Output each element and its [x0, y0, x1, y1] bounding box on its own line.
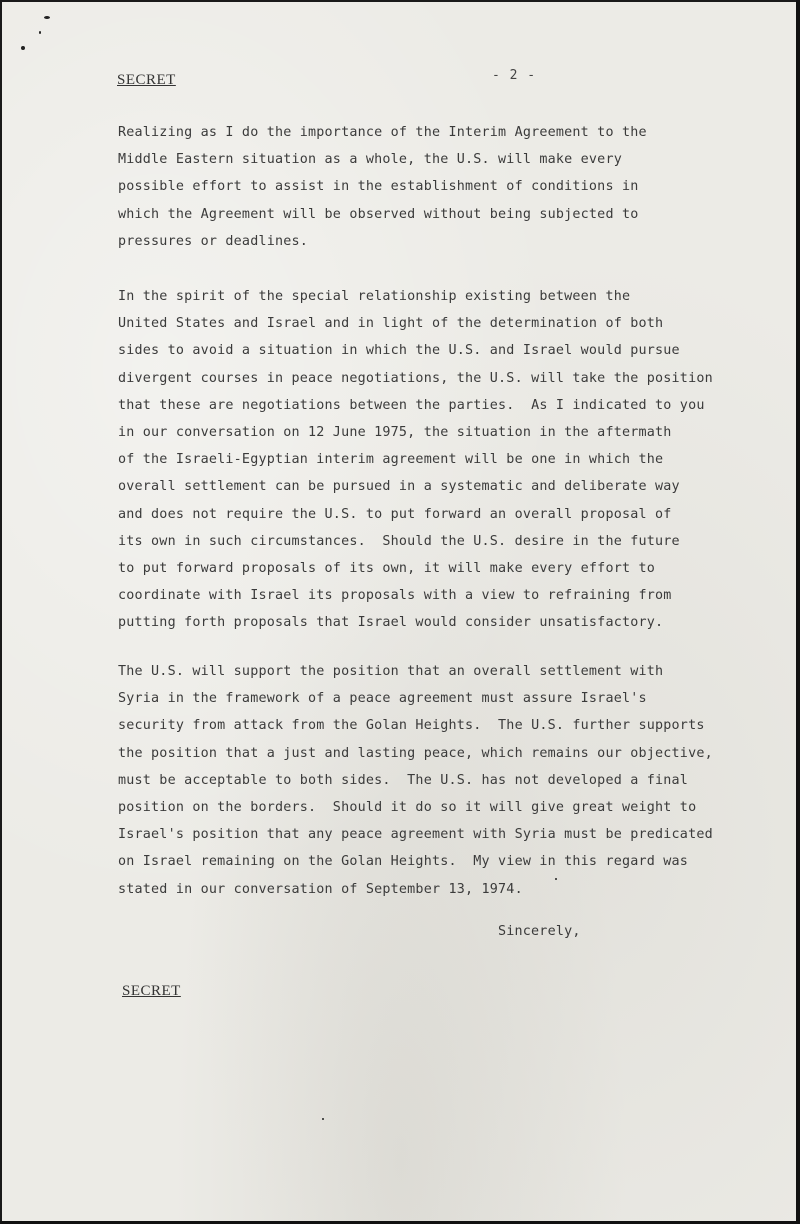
- text-line: coordinate with Israel its proposals with a view to refraining from: [118, 588, 672, 604]
- text-line: divergent courses in peace negotiations, the U.S. will take the position: [118, 370, 713, 386]
- text-line: putting forth proposals that Israel would consider unsatisfactory.: [118, 615, 664, 631]
- text-line: the position that a just and lasting peace, which remains our objective,: [118, 745, 713, 761]
- text-line: in our conversation on 12 June 1975, the situation in the aftermath: [118, 425, 672, 441]
- text-line: Middle Eastern situation as a whole, the U.S. will make every: [118, 152, 622, 168]
- text-line: sides to avoid a situation in which the U.S. and Israel would pursue: [118, 343, 680, 359]
- text-line: overall settlement can be pursued in a systematic and deliberate way: [118, 479, 680, 495]
- text-line: The U.S. will support the position that an overall settlement with: [118, 664, 664, 679]
- closing-salutation: Sincerely,: [498, 924, 581, 939]
- text-line: Israel's position that any peace agreement with Syria must be predicated: [118, 827, 713, 843]
- scan-speck: [44, 16, 50, 19]
- body-paragraph-3: [118, 658, 738, 903]
- text-line: which the Agreement will be observed without being subjected to: [118, 206, 639, 222]
- classification-marking-top: SECRET: [117, 72, 176, 88]
- text-line: Syria in the framework of a peace agreement must assure Israel's: [118, 691, 647, 707]
- classification-marking-bottom: SECRET: [122, 983, 181, 999]
- body-paragraph-1: [118, 119, 738, 255]
- text-line: In the spirit of the special relationship existing between the: [118, 289, 631, 304]
- scan-speck: [39, 31, 41, 34]
- text-line: and does not require the U.S. to put forward an overall proposal of: [118, 506, 672, 522]
- scan-speck: [21, 46, 25, 50]
- text-line: pressures or deadlines.: [118, 233, 309, 249]
- text-line: stated in our conversation of September 13, 1974.: [118, 881, 523, 897]
- text-line: must be acceptable to both sides. The U.S. has not developed a final: [118, 772, 689, 788]
- text-line: security from attack from the Golan Heights. The U.S. further supports: [118, 718, 705, 734]
- page-number: - 2 -: [492, 68, 537, 83]
- text-line: to put forward proposals of its own, it will make every effort to: [118, 561, 656, 577]
- body-paragraph-2: [118, 283, 738, 637]
- scan-speck: [322, 1118, 324, 1120]
- scan-edge-right: [796, 0, 800, 1224]
- text-line: United States and Israel and in light of the determination of both: [118, 316, 664, 332]
- text-line: that these are negotiations between the parties. As I indicated to you: [118, 397, 705, 413]
- text-line: on Israel remaining on the Golan Heights. My view in this regard was: [118, 854, 689, 870]
- text-line: Realizing as I do the importance of the Interim Agreement to the: [118, 125, 647, 140]
- text-line: its own in such circumstances. Should the U.S. desire in the future: [118, 533, 680, 549]
- text-line: of the Israeli-Egyptian interim agreement will be one in which the: [118, 452, 664, 468]
- text-line: position on the borders. Should it do so it will give great weight to: [118, 800, 697, 816]
- text-line: possible effort to assist in the establishment of conditions in: [118, 179, 639, 195]
